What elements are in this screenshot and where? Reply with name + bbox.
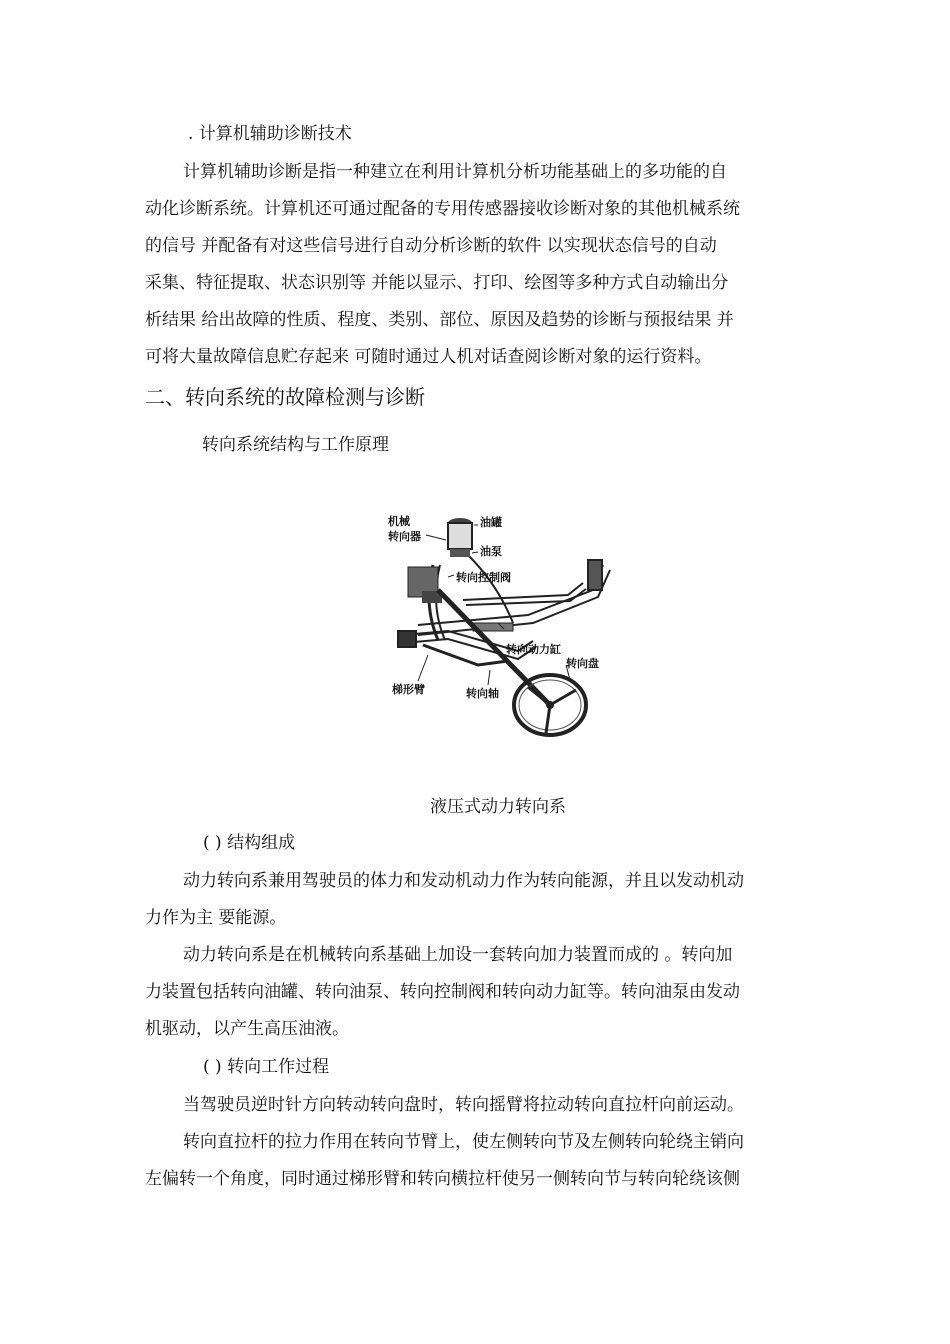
- label-steering-shaft: 转向轴: [466, 687, 499, 700]
- label-steering-wheel: 转向盘: [566, 657, 599, 670]
- label-power-cylinder: 转向动力缸: [506, 643, 561, 656]
- section-heading-steering: 二、转向系统的故障检测与诊断: [145, 385, 425, 409]
- figure-caption: 液压式动力转向系: [430, 797, 566, 817]
- paragraph-line: 动力转向系兼用驾驶员的体力和发动机动力作为转向能源，并且以发动机动: [183, 871, 744, 891]
- subsection-heading-structure: ( ) 结构组成: [203, 833, 296, 853]
- oil-tank: [448, 523, 472, 549]
- label-steering-gear: 转向器: [388, 530, 421, 543]
- paragraph-line: 转向直拉杆的拉力作用在转向节臂上，使左侧转向节及左侧转向轮绕主销向: [183, 1132, 744, 1152]
- paragraph-line: 左偏转一个角度，同时通过梯形臂和转向横拉杆使另一侧转向节与转向轮绕该侧: [145, 1169, 740, 1189]
- paragraph-line: 计算机辅助诊断是指一种建立在利用计算机分析功能基础上的多功能的自: [183, 162, 727, 182]
- paragraph-line: 析结果 给出故障的性质、程度、类别、部位、原因及趋势的诊断与预报结果 并: [145, 310, 734, 330]
- oil-pump: [450, 549, 470, 557]
- paragraph-line: 当驾驶员逆时针方向转动转向盘时，转向摇臂将拉动转向直拉杆向前运动。: [183, 1095, 744, 1115]
- subsection-heading-process: ( ) 转向工作过程: [203, 1057, 330, 1077]
- steering-system-illustration: [378, 505, 640, 745]
- paragraph-line: 的信号 并配备有对这些信号进行自动分析诊断的软件 以实现状态信号的自动: [145, 236, 717, 256]
- label-trapezoid-arm: 梯形臂: [392, 683, 425, 696]
- section-heading-computer-diagnosis: . 计算机辅助诊断技术: [188, 124, 352, 144]
- steering-wheel: [514, 675, 586, 735]
- subheading-steering-structure: 转向系统结构与工作原理: [202, 435, 389, 455]
- label-control-valve: 转向控制阀: [456, 571, 511, 584]
- paragraph-line: 动力转向系是在机械转向系基础上加设一套转向加力装置而成的 。转向加: [183, 945, 733, 965]
- label-mechanical: 机械: [388, 515, 410, 528]
- steering-system-diagram: [378, 505, 640, 745]
- paragraph-line: 动化诊断系统。计算机还可通过配备的专用传感器接收诊断对象的其他机械系统: [145, 199, 740, 219]
- paragraph-line: 力装置包括转向油罐、转向油泵、转向控制阀和转向动力缸等。转向油泵由发动: [145, 982, 740, 1002]
- paragraph-line: 力作为主 要能源。: [145, 908, 287, 928]
- label-oil-tank: 油罐: [480, 516, 502, 529]
- paragraph-line: 机驱动，以产生高压油液。: [145, 1019, 349, 1039]
- paragraph-line: 采集、特征提取、状态识别等 并能以显示、打印、绘图等多种方式自动输出分: [145, 273, 729, 293]
- label-oil-pump: 油泵: [480, 545, 502, 558]
- paragraph-line: 可将大量故障信息贮存起来 可随时通过人机对话查阅诊断对象的运行资料。: [145, 347, 712, 367]
